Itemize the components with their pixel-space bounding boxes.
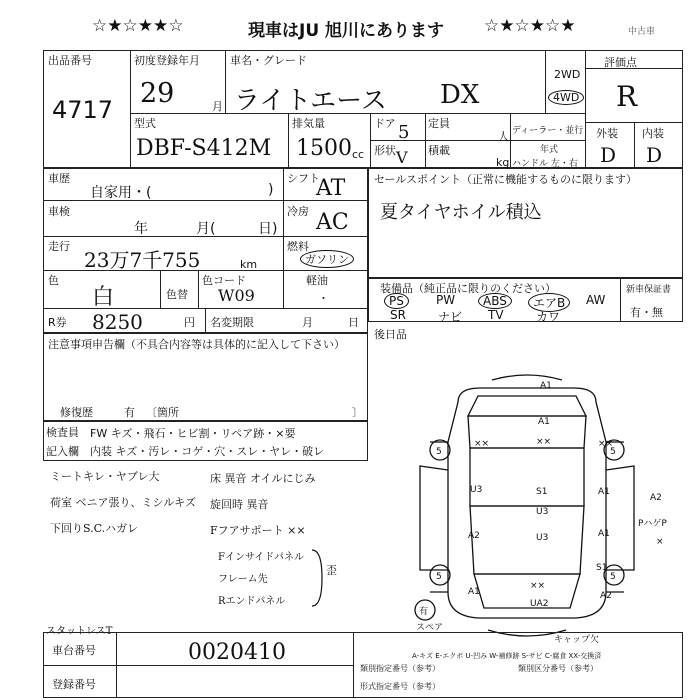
- fuel-dot: ・: [318, 292, 329, 305]
- displacement-value: 1500: [296, 136, 352, 161]
- history-label: 車歴: [48, 172, 70, 185]
- inspection-label: 車検: [48, 205, 70, 218]
- diag-a1-rear-right: A1: [598, 529, 610, 539]
- diag-a2-right: A2: [650, 493, 662, 503]
- shape-value: V: [396, 148, 408, 167]
- shift-label: シフト: [287, 172, 320, 185]
- color-label: 色: [48, 274, 59, 287]
- first-reg-year: 29: [140, 78, 175, 109]
- diagram-legend: A-キズ E-エクボ U-凹み W-補修跡 S-サビ C-腐食 XX-交換済: [412, 652, 602, 660]
- displacement-unit: cc: [352, 148, 365, 161]
- diag-p-hage: PハゲP: [638, 519, 667, 529]
- color-tone-label: 色替: [166, 288, 188, 301]
- note-8: Fインサイドパネル: [218, 552, 305, 563]
- footer-label-1: 類別指定番号（参考）: [360, 664, 440, 673]
- diag-5-rl: 5: [436, 572, 442, 582]
- note-4: スタットレスT: [46, 626, 113, 637]
- exterior-grade: D: [600, 143, 617, 167]
- equip-aw: AW: [586, 293, 606, 307]
- diag-cap: キャップ欠: [554, 635, 600, 645]
- diag-xx-left: ××: [474, 439, 490, 449]
- registration-label: 登録番号: [52, 678, 96, 691]
- mileage-unit: km: [240, 258, 258, 271]
- doors-label: ドア: [374, 117, 396, 130]
- load-label: 積載: [428, 144, 450, 157]
- interior-label: 内装: [642, 127, 664, 140]
- inspection-year: 年: [134, 221, 148, 237]
- equipment-label: 装備品（純正品に限りのください）: [380, 282, 556, 295]
- color-code: W09: [218, 286, 255, 305]
- equip-airbag: エアB: [528, 293, 570, 312]
- car-name-label: 車名・グレード: [230, 54, 307, 67]
- grade-label: 評価点: [604, 56, 637, 69]
- diag-xx-hood: ××: [536, 437, 552, 447]
- aircon-value: AC: [316, 210, 349, 235]
- diag-s1-rear: S1: [596, 563, 608, 573]
- aircon-label: 冷房: [287, 205, 309, 218]
- equip-pw: PW: [436, 293, 456, 307]
- interior-grade: D: [646, 143, 663, 167]
- diag-5-fr: 5: [610, 447, 616, 457]
- equip-abs: ABS: [478, 293, 512, 309]
- first-reg-label: 初度登録年月: [134, 54, 200, 67]
- rear-seat-label: 後日品: [374, 328, 407, 341]
- shape-label: 形状: [374, 144, 396, 157]
- deadline-day: 日: [348, 316, 359, 329]
- note-1: ミートキレ・ヤブレ大: [50, 470, 160, 483]
- equip-sr: SR: [390, 308, 406, 322]
- diag-xx-right: ××: [598, 439, 614, 449]
- diag-a1-top: A1: [540, 381, 552, 391]
- fuel-diesel: 軽油: [306, 274, 328, 287]
- model-label: 型式: [134, 117, 156, 130]
- note-9: フレーム先: [218, 574, 268, 585]
- recycle-unit: 円: [184, 316, 195, 329]
- chassis-value: 0020410: [188, 640, 286, 665]
- header-stars-right: ☆★☆★☆★: [484, 16, 576, 36]
- diag-u3-rear: U3: [536, 533, 549, 543]
- dealer-label: ディーラー・並行: [512, 126, 584, 136]
- equip-leather: カワ: [536, 310, 561, 324]
- fuel-gas: ガソリン: [300, 250, 354, 268]
- deadline-label: 名変期限: [210, 316, 254, 329]
- drive-4wd: 4WD: [548, 90, 584, 105]
- recycle-label: R券: [48, 316, 67, 329]
- inspection-day: 日): [258, 221, 278, 237]
- diag-u3-roof: U3: [536, 507, 549, 517]
- diag-5-fl: 5: [436, 447, 442, 457]
- warranty-value: 有・無: [630, 306, 663, 319]
- note-11: 歪: [326, 564, 337, 577]
- mileage-value: 23万7千755: [84, 248, 201, 272]
- diag-a1-rear-left: A1: [468, 587, 480, 597]
- diag-spare-label: スペア: [416, 623, 444, 633]
- diag-x-rear: ×: [656, 537, 664, 547]
- model-value: DBF-S412M: [136, 136, 272, 161]
- diag-a2-rear-right: A2: [600, 591, 612, 601]
- note-5: 床 異音 オイルにじみ: [210, 472, 316, 485]
- car-damage-diagram: [370, 330, 683, 652]
- bracket-mark: [308, 548, 326, 608]
- car-name: ライトエース: [234, 86, 387, 116]
- repair-place: 〔箇所: [146, 406, 179, 419]
- shift-value: AT: [316, 176, 346, 201]
- exterior-label: 外装: [596, 127, 618, 140]
- color-value: 白: [92, 285, 115, 310]
- diag-5-rr: 5: [610, 572, 616, 582]
- lot-number: 4717: [52, 96, 114, 124]
- equip-navi: ナビ: [438, 310, 463, 324]
- capacity-unit: 人: [498, 130, 509, 143]
- deadline-month: 月: [302, 316, 313, 329]
- header-notice: 現車はJU 旭川にあります: [248, 21, 445, 41]
- history-close: ): [268, 182, 274, 198]
- mileage-label: 走行: [48, 240, 70, 253]
- sales-points-label: セールスポイント（正常に機能するものに限ります）: [374, 173, 638, 186]
- note-2: 荷室 ベニア張り、ミシルキズ: [50, 496, 197, 509]
- inspector-label-2: 記入欄: [46, 445, 79, 458]
- diag-s1-roof: S1: [536, 487, 548, 497]
- sales-points-value: 夏タイヤホイル積込: [380, 202, 542, 223]
- inspector-row-2: 内装 キズ・汚レ・コゲ・穴・スレ・ヤレ・破レ: [90, 445, 325, 458]
- lot-label: 出品番号: [48, 54, 92, 67]
- note-7: Fフアサポート ××: [210, 524, 306, 537]
- repair-close: 〕: [352, 406, 363, 419]
- corner-mark: 中古車: [628, 27, 656, 37]
- footer-label-2: 類別区分番号（参考）: [518, 664, 598, 673]
- inspector-row-1: FW キズ・飛石・ヒビ割・リペア跡・×要: [90, 427, 296, 440]
- inspector-label-1: 検査員: [46, 426, 79, 439]
- header-stars-left: ☆★☆★★☆: [92, 16, 184, 36]
- year-label: 年式: [540, 145, 559, 155]
- repair-value: 有: [124, 406, 135, 419]
- footer-label-3: 形式指定番号（参考）: [360, 682, 440, 691]
- doors-value: 5: [398, 122, 410, 143]
- repair-label: 修復歴: [60, 406, 93, 419]
- displacement-label: 排気量: [292, 117, 325, 130]
- car-grade: DX: [440, 80, 480, 110]
- diag-spare: 有: [419, 607, 429, 617]
- equip-tv: TV: [488, 308, 504, 322]
- history-value: 自家用・(: [90, 185, 152, 201]
- diag-u3-left: U3: [470, 485, 483, 495]
- diag-a1-right: A1: [598, 487, 610, 497]
- note-10: Rエンドパネル: [218, 596, 286, 607]
- diag-ua2-rear: UA2: [530, 599, 549, 609]
- warranty-label: 新車保証書: [626, 285, 672, 295]
- diag-xx-rear: ××: [530, 581, 546, 591]
- notes-label: 注意事項申告欄（不具合内容等は具体的に記入して下さい）: [48, 338, 345, 351]
- fuel-label: 燃料: [287, 240, 309, 253]
- grade-value: R: [616, 80, 638, 113]
- load-unit: kg: [496, 156, 510, 169]
- chassis-label: 車台番号: [52, 644, 96, 657]
- diag-a1-hood: A1: [538, 417, 550, 427]
- first-reg-month: 月: [212, 100, 223, 113]
- inspection-month: 月(: [196, 221, 216, 237]
- recycle-value: 8250: [92, 310, 143, 334]
- drive-2wd: 2WD: [554, 68, 581, 81]
- equip-ps: PS: [384, 293, 409, 309]
- color-code-label: 色コード: [202, 274, 246, 287]
- handle-label: ハンドル 左・右: [512, 159, 578, 169]
- note-3: 下回りS.C.ハガレ: [50, 522, 139, 535]
- diag-a2-left: A2: [468, 531, 480, 541]
- capacity-label: 定員: [428, 117, 450, 130]
- note-6: 旋回時 異音: [210, 498, 269, 511]
